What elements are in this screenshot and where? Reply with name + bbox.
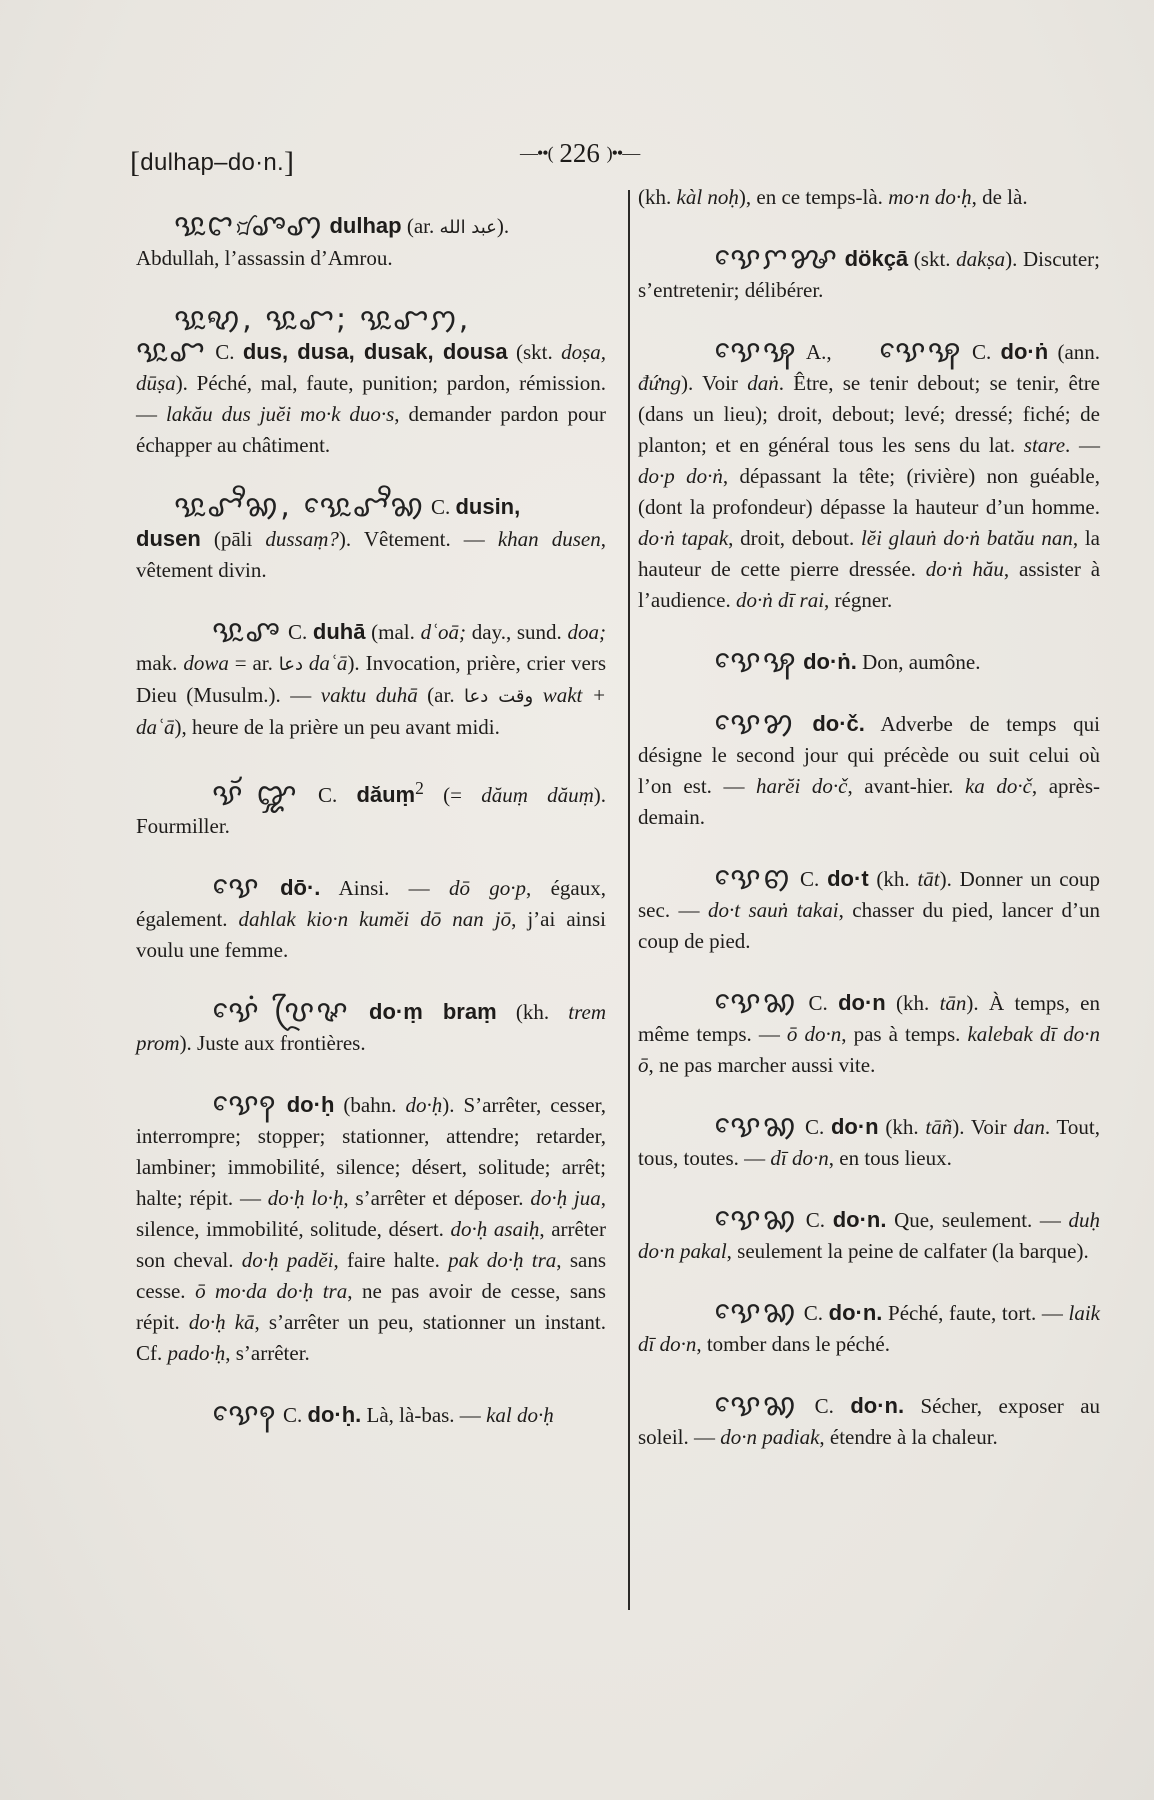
headword: do·n. [828, 1300, 883, 1325]
entry-doh-2: ꨕꨯꩍ C. do·ḥ. Là, là-bas. — kal do·ḥ [136, 1399, 606, 1431]
headword: dus, dusa, dusak, dousa [242, 339, 508, 364]
cham-script: ꨕꨭꨧ [136, 334, 207, 369]
entry-dus: ꨕꨭꩋ, ꨕꨭꨧ; ꨕꨭꨧꩀ, ꨕꨭꨧ C. dus, dusa, dusak, dousa (skt. doṣa, dūṣa). Péché, mal, faute, punition; pardon, rémission. — lakău dus juĕi mo·k duo·s, demander pardon pour échapper au châtiment. [136, 302, 607, 457]
cham-script: ꨕꨯꨆꨍ [714, 241, 839, 276]
entry-duha: ꨕꨭꨨ C. duhā (mal. dʿoā; day., sund. doa; mak. dowa = ar. دعا daʿā). Invocation, prière, crier vers Dieu (Musulm.). — vaktu duhā (ar. وقت دعا wakt + daʿā), heure de la prière un peu avant midi. [136, 614, 606, 739]
headword: do·ṅ. [803, 649, 857, 674]
headword: do·n. [832, 1207, 887, 1232]
left-column [136, 210, 606, 1431]
cham-script: ꨕꨯꩍ [212, 1087, 278, 1122]
entry-dusin: ꨕꨭꨧꨪꩆ, ꨕꨯꨭꨧꨪꩆ C. dusin, dusen (pāli dussaṃ?). Vêtement. — khan dusen, vêtement divin. [136, 489, 606, 582]
cham-script: ꨕꨮ ꨒ [212, 777, 299, 812]
headword: dăuṃ [356, 782, 416, 807]
headword: do·ṃ braṃ [369, 999, 497, 1024]
column-divider [628, 190, 630, 1610]
cham-script: ꨕꨭꨤ꩸ꨨꩇ [174, 208, 325, 243]
headword: do·t [827, 866, 869, 891]
cham-script: ꨕꨯꩂ [714, 334, 798, 369]
headword: do·ḥ. [307, 1402, 362, 1427]
entry-don-sin: ꨕꨯꩆ C. do·n. Péché, faute, tort. — laik dī do·n, tomber dans le péché. [638, 1295, 1100, 1356]
entry-don-stand: ꨕꨯꩂ A., ꨕꨯꩂ C. do·ṅ (ann. đứng). Voir daṅ. Être, se tenir debout; se tenir, être (dans un lieu); droit, debout; levé; dressé; fiché; de planton; et en général tous les sens du lat. stare. — do·p do·ṅ, dépassant la tête; (rivière) non guéable, (dont la profondeur) dépasse la hauteur d’un homme. do·ṅ tapak, droit, debout. lĕi glauṅ do·ṅ batău nan, la hauteur de cette pierre dressée. do·ṅ hău, assister à l’audience. do·ṅ dī rai, régner. [638, 334, 1101, 612]
headword: do·n [838, 990, 886, 1015]
entry-doc: ꨕꨯꩄ do·č. Adverbe de temps qui désigne le second jour qui précède ou suit celui où l’on est. — harĕi do·č, avant-hier. ka do·č, après-demain. [638, 706, 1100, 829]
cham-script: ꨕꨯꩆ [714, 1109, 799, 1144]
cham-script: ꨕꨯꩍ [212, 1397, 278, 1432]
cham-script: ꨕꨯꩆ [714, 1295, 799, 1330]
entry-doh: ꨕꨯꩍ do·ḥ (bahn. do·ḥ). S’arrêter, cesser, interrompre; stopper; stationner, attendre; retarder, lambiner; immobilité, silence; désert, solitude; arrêt; halte; répit. — do·ḥ lo·ḥ, s’arrêter et déposer. do·ḥ jua, silence, immobilité, solitude, désert. do·ḥ asaiḥ, arrêter son cheval. do·ḥ padĕi, faire halte. pak do·ḥ tra, sans cesse. ō mo·da do·ḥ tra, ne pas avoir de cesse, sans répit. do·ḥ kā, s’arrêter un peu, stationner un instant. Cf. pado·ḥ, s’arrêter. [136, 1087, 607, 1365]
entry-don-all: ꨕꨯꩆ C. do·n (kh. tāñ). Voir dan. Tout, tous, toutes. — dī do·n, en tous lieux. [638, 1109, 1100, 1170]
entry-do: ꨕꨯ dō·. Ainsi. — dō go·p, égaux, également. dahlak kio·n kumĕi dō nan jō, j’ai ainsi voulu une femme. [136, 870, 606, 962]
right-column [638, 182, 1100, 1453]
cham-script: ꨕꨯꩆ [714, 985, 799, 1020]
entry-don-time: ꨕꨯꩆ C. do·n (kh. tān). À temps, en même temps. — ō do·n, pas à temps. kalebak dī do·n ō, ne pas marcher aussi vite. [638, 985, 1100, 1077]
entry-don-gift: ꨕꨯꩂ do·ṅ. Don, aumône. [638, 646, 1100, 678]
cham-script: ꨕꨭꨧꨪꩆ, ꨕꨯꨭꨧꨪꩆ [174, 489, 426, 524]
entry-dulhap: ꨕꨭꨤ꩸ꨨꩇ dulhap (ar. عبد الله). Abdullah, l’assassin d’Amrou. [136, 210, 606, 274]
entry-don-dry: ꨕꨯꩆ C. do·n. Sécher, exposer au soleil. — do·n padiak, étendre à la chaleur. [638, 1388, 1101, 1449]
headword: do·n. [850, 1393, 905, 1418]
headword: dökçā [844, 246, 909, 271]
headword: duhā [312, 619, 366, 644]
cham-script: ꨕꨯꩆ [714, 1388, 799, 1423]
headword: dō·. [280, 875, 321, 900]
cham-script: ꨕꨯ [212, 870, 261, 905]
cham-script: ꨕꨯꩅ [714, 861, 793, 896]
cham-script: ꨕꨯꩂ [714, 644, 798, 679]
headword: do·č. [812, 711, 865, 736]
running-head: [dulhap–do·n.] [130, 146, 295, 179]
cham-script: ꨕꨭꨨ [212, 614, 283, 649]
headword: do·n [830, 1114, 879, 1139]
entry-dokca: ꨕꨯꨆꨍ dökçā (skt. dakṣa). Discuter; s’entretenir; délibérer. [638, 241, 1100, 302]
entry-doh-continued: (kh. kàl noḥ), en ce temps-là. mo·n do·ḥ, de là. [638, 185, 1028, 209]
entry-don-only: ꨕꨯꩆ C. do·n. Que, seulement. — duḥ do·n pakal, seulement la peine de calfater (la barque). [638, 1202, 1101, 1263]
entry-daum: ꨕꨮ ꨒ C. dăuṃ$^2$ (= dăuṃ dăuṃ). Fourmiller. [136, 777, 606, 838]
headword: do·ḥ [286, 1092, 335, 1117]
cham-script: ꨕꨭꩋ, ꨕꨭꨧ; ꨕꨭꨧꩀ, [174, 302, 471, 337]
headword: do·ṅ [1000, 339, 1049, 364]
definition: Abdullah, l’assassin d’Amrou. [136, 246, 393, 270]
cham-script: ꨕꨯꩄ [714, 706, 796, 741]
entry-dom-bram: ꨕꨯꩌ ꨝꨴꨟ do·ṃ braṃ (kh. trem prom). Juste aux frontières. [136, 994, 606, 1055]
headword: dusin, [455, 494, 521, 519]
cham-script: ꨕꨯꩆ [714, 1202, 799, 1237]
page-header [130, 138, 1110, 188]
page-number: —••( 226 )••— [520, 138, 640, 168]
entry-dot: ꨕꨯꩅ C. do·t (kh. tāt). Donner un coup sec. — do·t sauṅ takai, chasser du pied, lancer d’un coup de pied. [638, 861, 1101, 953]
cham-script: ꨕꨯꩌ ꨝꨴꨟ [212, 994, 350, 1029]
headword: dulhap [329, 213, 402, 238]
